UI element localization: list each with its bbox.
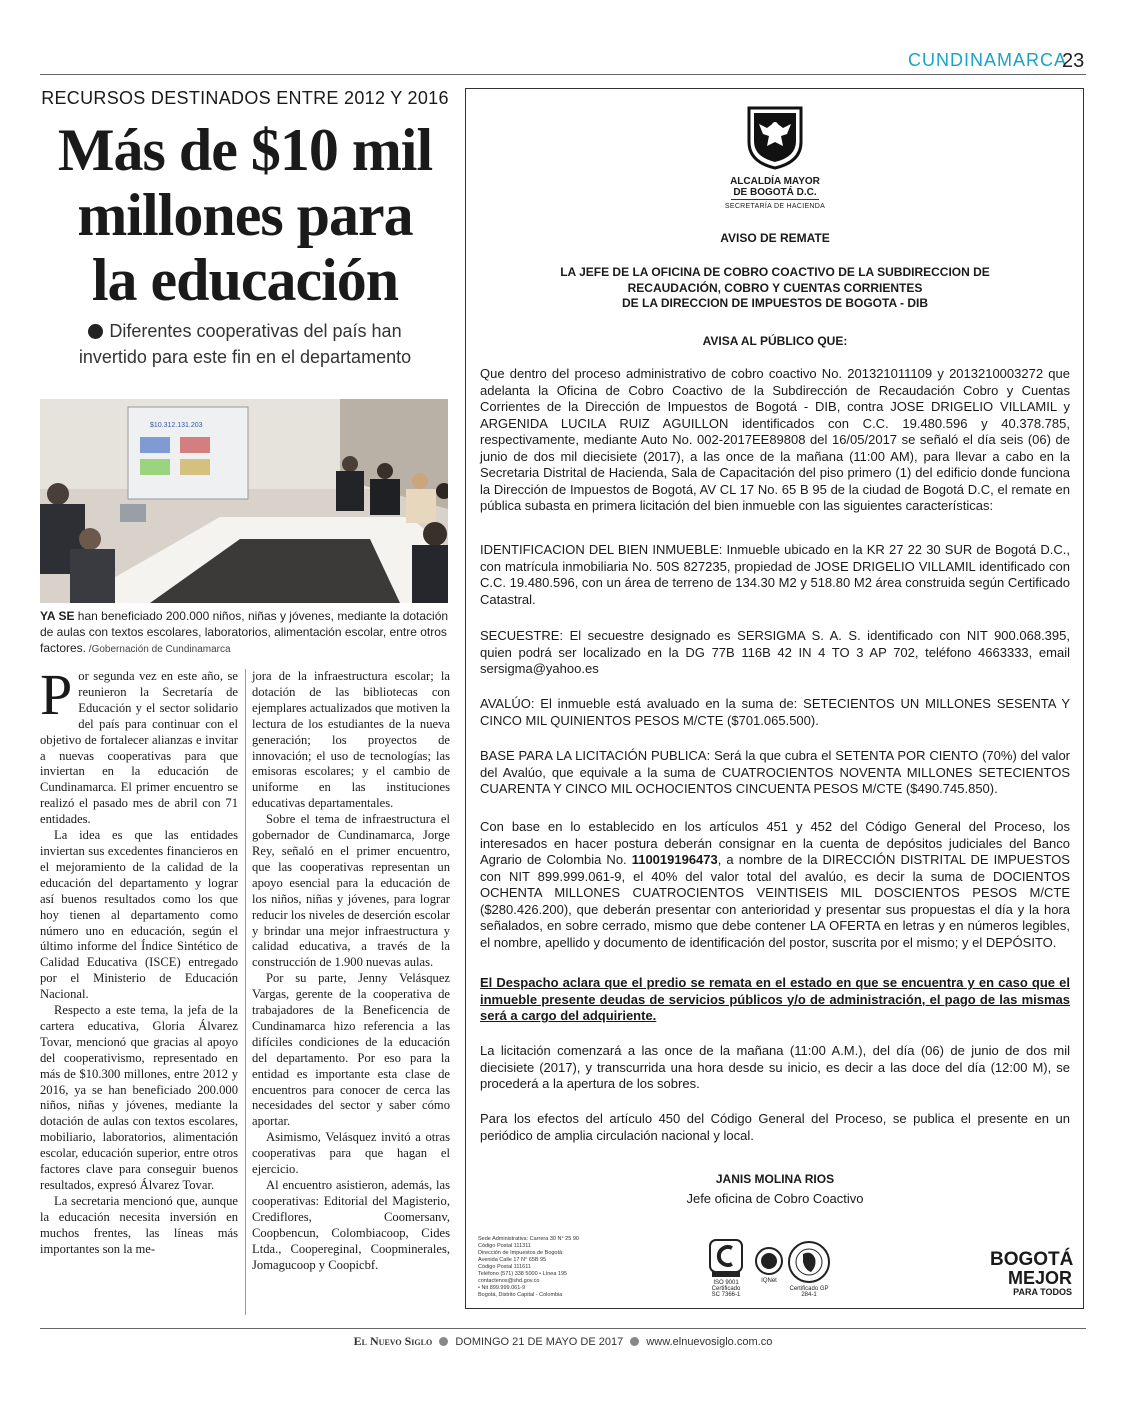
body-paragraph: Al encuentro asistieron, además, las cooperativas: Editorial del Magisterio, Crediflores, Coomersanv, Coopbencun, Colombiacoop, Cides Ltda., Coopereginal, Coopminerales, Jomagucoop y Coopicbf. [252, 1178, 450, 1272]
article-photo [40, 399, 448, 603]
article-column-left [40, 662, 238, 1258]
article-headline [40, 118, 450, 313]
subhead-line: invertido para este fin en el departamento [78, 347, 412, 367]
iso-certification-seal: ISO 9001 Certificado SC 7366-1 [708, 1238, 744, 1298]
bullet-icon [88, 324, 103, 339]
headline-line: la educación [91, 247, 399, 313]
body-paragraph: Asimismo, Velásquez invitó a otras cooperativas para que hagan el ejercicio. [252, 1130, 450, 1177]
notice-paragraph: BASE PARA LA LICITACIÓN PUBLICA: Será la que cubra el SETENTA POR CIENTO (70%) del valor del Avalúo, que equivale a la suma de CUATROCIENTOS NOVENTA MILLONES SETECIENTOS CUARENTA Y CINCO MIL OCHOCIENTOS CINCUENTA PESOS M/CTE ($490.745.850). [480, 748, 1070, 796]
notice-heading: LA JEFE DE LA OFICINA DE COBRO COACTIVO DE LA SUBDIRECCION DE RECAUDACIÓN, COBRO Y CUENTAS CORRIENTES DE LA DIRECCION DE IMPUESTOS DE BOGOTA - DIB [560, 265, 990, 310]
article-kicker: RECURSOS DESTINADOS ENTRE 2012 Y 2016 [41, 88, 449, 108]
article-subhead [40, 318, 450, 370]
body-paragraph: Por su parte, Jenny Velásquez Vargas, gerente de la cooperativa de trabajadores de la Beneficencia de Cundinamarca hizo referencia a las difíciles condiciones de la educación del departamento. Por eso para la entidad es importante esta clase de encuentros para conocer de cerca las necesidades del sector y saber cómo aportar. [252, 971, 450, 1129]
caption-lead: YA SE [40, 609, 75, 623]
entity-subname: SECRETARÍA DE HACIENDA [724, 203, 826, 210]
bottom-rule [40, 1328, 1086, 1329]
bogota-mejor-logo: BOGOTÁ MEJOR PARA TODOS [990, 1249, 1074, 1297]
notice-paragraph: La licitación comenzará a las once de la mañana (11:00 A.M.), del día (06) de junio de dos mil diecisiete (2017), y transcurrida una hora desde su inicio, es decir a las doce del día (12:00 M), se procederá a la apertura de los sobres. [480, 1043, 1070, 1091]
separator-dot-icon [630, 1337, 639, 1346]
caption-credit: /Gobernación de Cundinamarca [86, 643, 231, 655]
notice-paragraph: Con base en lo establecido en los artículos 451 y 452 del Código General del Proceso, los interesados en hacer postura deberán consignar en la cuenta de depósitos judiciales del Banco Agrario de Colombia No. 110019196473, a nombre de la DIRECCIÓN DISTRITAL DE IMPUESTOS con NIT 899.999.061-9, el 40% del valor total del avalúo, es decir la suma de DOCIENTOS OCHENTA MILLONES CUATROCIENTOS VEINTISEIS MIL DOSCIENTOS PESOS M/CTE ($280.426.200), que deberán presentar con anterioridad y presentar sus propuestas el día y la hora señalados, en sobre cerrado, mismo que debe contener LA OFERTA en letras y en números legibles, el nombre, apellido y documento de identificación del postor, suscrita por el mismo; y el DEPÓSITO. [480, 819, 1070, 950]
entity-rule [731, 199, 819, 200]
signature-title: Jefe oficina de Cobro Coactivo [686, 1191, 864, 1206]
subhead-line: Diferentes cooperativas del país han [109, 321, 402, 341]
body-paragraph: or segunda vez en este año, se reunieron la Secretaría de Educación y el sector solidario del país para continuar con el objetivo de fortalecer alianzas e invitar a nuevas cooperativas para que inviertan en la educación de Cundinamarca. El primer encuentro se realizó el pasado mes de abril con 71 entidades. [40, 669, 238, 827]
headline-line: millones para [77, 182, 413, 248]
notice-title: AVISO DE REMATE [720, 231, 830, 245]
notice-paragraph: Para los efectos del artículo 450 del Código General del Proceso, se publica el presente en un periódico de amplia circulación nacional y local. [480, 1111, 1070, 1143]
iso-seal-icon [708, 1238, 744, 1278]
bank-account-number: 110019196473 [631, 852, 718, 867]
website-link[interactable]: www.elnuevosiglo.com.co [646, 1336, 773, 1348]
notice-clarification: El Despacho aclara que el predio se remata en el estado en que se encuentra y en caso que el inmueble presente deudas de servicios públicos y/o de administración, el pago de las mismas será a cargo del adquiriente. [480, 975, 1070, 1023]
drop-cap: P [40, 662, 73, 727]
meeting-photo-illustration [40, 399, 448, 603]
notice-announce: AVISA AL PÚBLICO QUE: [702, 334, 848, 348]
photo-caption [40, 609, 450, 657]
body-paragraph: La idea es que las entidades inviertan sus excedentes financieros en el mejoramiento de la calidad de la educación del departamento y lograr así buenos resultados como los que hoy tienen al departamento como número uno en educación, según el último informe del Índice Sintético de Calidad Educativa (ISCE) entregado por el Ministerio de Educación Nacional. [40, 828, 238, 1002]
iqnet-seal-icon [754, 1246, 784, 1276]
body-paragraph: Sobre el tema de infraestructura el gobernador de Cundinamarca, Jorge Rey, señaló en el primer encuentro, que las cooperativas representan un apoyo esencial para la educación de los niños, niñas y jóvenes, para lograr reducir los niveles de deserción escolar y brindar una mejor infraestructura y calidad educativa, a través de la construcción de 1.900 nuevas aulas. [252, 812, 450, 970]
notice-paragraph: SECUESTRE: El secuestre designado es SERSIGMA S. A. S. identificado con NIT 900.068.395, quien podrá ser localizado en la DG 77B 116B 42 IN 4 TO 3 AP 702, teléfono 4663333, email sersigma@yahoo.es [480, 628, 1070, 676]
gp-certification-seal: Certificado GP 284-1 [784, 1240, 834, 1298]
bogota-crest-icon [745, 104, 805, 170]
body-paragraph: La secretaria mencionó que, aunque la educación necesita inversión en muchos frentes, las líneas más importantes son la me- [40, 1193, 238, 1256]
newspaper-brand: El Nuevo Siglo [353, 1334, 433, 1348]
contact-info: Sede Administrativa: Carrera 30 N° 25 90 Código Postal 111311 Dirección de Impuestos de Bogotá: Avenida Calle 17 N° 65B 95 Código Postal 111611 Teléfono (571) 338 5000 • Línea 195 contactenos@shd.gov.co • Nit 899.999.061-9 Bogotá, Distrito Capital - Colombia [478, 1236, 579, 1298]
notice-paragraph: AVALÚO: El inmueble está avaluado en la suma de: SETECIENTOS UN MILLONES SESENTA Y CINCO MIL QUINIENTOS PESOS M/CTE ($701.065.500). [480, 696, 1070, 728]
page-number: 23 [1062, 50, 1085, 72]
page-footer [40, 1334, 1086, 1349]
slide-text: $10.312.131.203 [150, 422, 203, 429]
top-rule [40, 74, 1086, 75]
column-divider [245, 669, 246, 1315]
caption-text: han beneficiado 200.000 niños, niñas y jóvenes, mediante la dotación de aulas con textos escolares, laboratorios, alimentación escolar, entre otros factores. [40, 609, 449, 655]
iqnet-seal: IQNet [752, 1246, 786, 1284]
body-paragraph: Respecto a este tema, la jefa de la cartera educativa, Gloria Álvarez Tovar, mencionó que gracias al apoyo del cooperativismo, representado en más de $10.300 millones, entre 2012 y 2016, ya se han beneficiado 200.000 niños, niñas y jóvenes, mediante la dotación de aulas con textos escolares, mobiliario, laboratorios, alimentación escolar, educación superior, entre otros factores clave para conseguir buenos resultados, expresó Álvarez Tovar. [40, 1003, 238, 1192]
notice-paragraph: IDENTIFICACION DEL BIEN INMUEBLE: Inmueble ubicado en la KR 27 22 30 SUR de Bogotá D.C., con matrícula inmobiliaria No. 50S 827235, propiedad de JOSE DRIGELIO VILLAMIL identificado con C.C. 19.480.596, con un área de terreno de 134.30 M2 y 518.80 M2 área construida según Certificado Catastral. [480, 542, 1070, 607]
section-label: CUNDINAMARCA [908, 50, 1068, 70]
entity-name: ALCALDÍA MAYOR DE BOGOTÁ D.C. [730, 176, 820, 198]
headline-line: Más de $10 mil [57, 117, 433, 183]
signature-name: JANIS MOLINA RIOS [715, 1172, 835, 1186]
notice-paragraph: Que dentro del proceso administrativo de cobro coactivo No. 201321011109 y 2013210003272 que adelanta la Oficina de Cobro Coactivo de la Subdirección de Recaudación Cobro y Cuentas Corrientes de la Dirección de Impuestos de Bogotá - DIB, contra JOSE DRIGELIO VILLAMIL y ARGENIDA LUCILA RUIZ AGUILLON identificados con C.C. 19.480.596 y 40.378.785, respectivamente, mediante Auto No. 002-2017EE89808 del 16/05/2017 se señaló el día seis (06) de junio de dos mil diecisiete (2017), a las once de la mañana (11:00 AM), para llevar a cabo en la Secretaria Distrital de Hacienda, Sala de Capacitación del piso primero (1) del edificio donde funciona la Dirección de Impuestos de Bogotá, AV CL 17 No. 65 B 95 de la ciudad de Bogotá D.C, el remate en pública subasta en primera licitación del bien inmueble con las siguientes características: [480, 366, 1070, 513]
separator-dot-icon [439, 1337, 448, 1346]
gp-seal-icon [787, 1240, 831, 1284]
article-column-right [252, 669, 450, 1273]
body-paragraph: jora de la infraestructura escolar; la dotación de las bibliotecas con ejemplares actualizados que motiven la lectura de los estudiantes de la nueva generación; los proyectos de innovación; el uso de tecnologías; las emisoras escolares; y el cambio de uniforme en las instituciones educativas departamentales. [252, 669, 450, 811]
publication-date: DOMINGO 21 DE MAYO DE 2017 [455, 1336, 624, 1348]
